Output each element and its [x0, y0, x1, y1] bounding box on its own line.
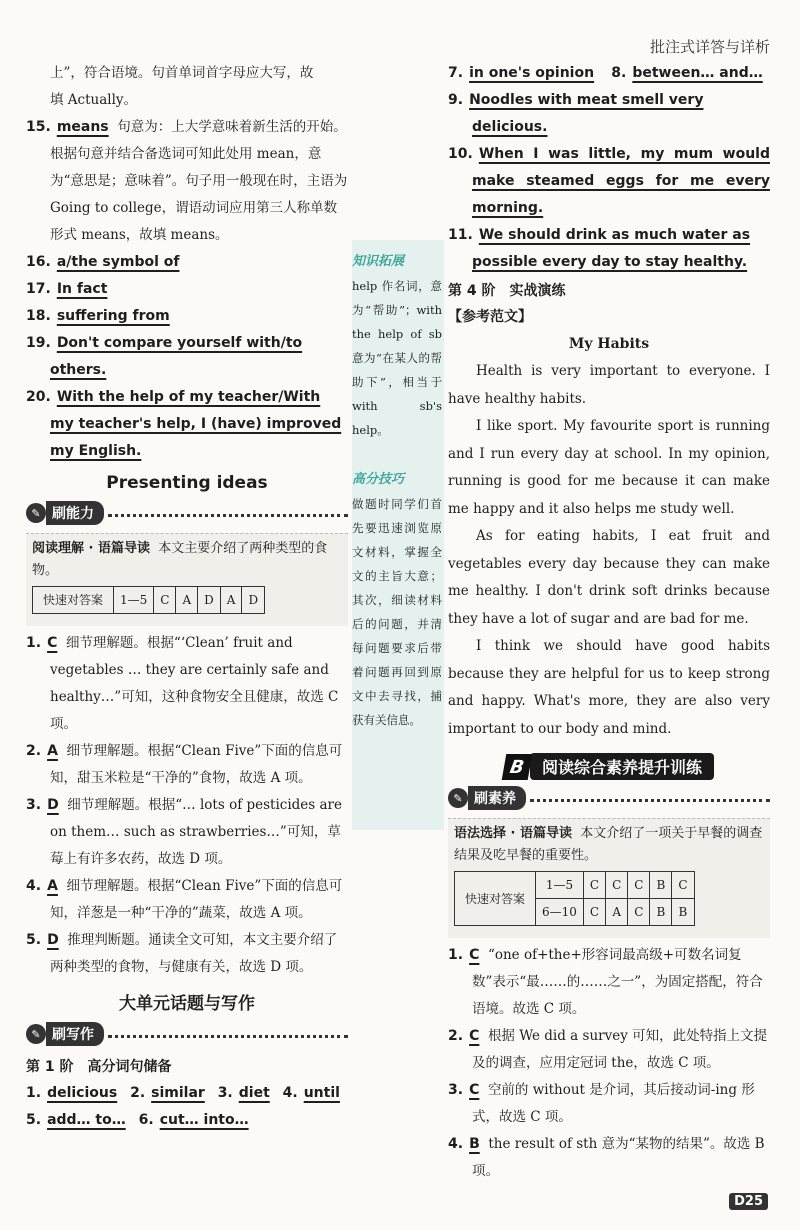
- answer-text: delicious: [47, 1085, 118, 1101]
- answer-text: In fact: [56, 281, 108, 297]
- explanation: 根据 We did a survey 可知，此处特指上文提及的调查，应用定冠词 the，故选 C 项。: [472, 1028, 768, 1071]
- page-header: 批注式详答与详析: [649, 38, 770, 56]
- essay-paragraph: I like sport. My favourite sport is running and I run every day at school. In my opinion, running is good for me because it can make me happy and it also helps me study well.: [448, 418, 770, 517]
- answer-20: [26, 384, 348, 465]
- answer-text: C: [47, 635, 58, 651]
- answer-text: B: [469, 1136, 480, 1152]
- badge-label: 刷能力: [46, 501, 104, 525]
- grammar-answer-2: [448, 1023, 770, 1077]
- answer-text: D: [47, 797, 59, 813]
- guide-tag: 语法选择 · 语篇导读: [454, 826, 572, 841]
- reading-answer-5: [26, 927, 348, 981]
- question-number: 5.: [26, 932, 42, 948]
- explanation: “one of+the+形容词最高级+可数名词复数”表示“最……的……之一”，为固定搭配，符合语境。故选 C 项。: [472, 947, 763, 1017]
- continued-line: 上”，符合语境。句首单词首字母应大写，故: [50, 65, 314, 81]
- dotted-divider: [108, 1030, 348, 1038]
- guide-tag: 阅读理解 · 语篇导读: [32, 541, 150, 556]
- essay-paragraph: Health is very important to everyone. I have healthy habits.: [448, 363, 770, 407]
- section-banner: [448, 753, 770, 780]
- answer-10: [448, 141, 770, 222]
- question-number: 17.: [26, 281, 51, 297]
- knowledge-note-title: 知识拓展: [352, 254, 405, 269]
- table-header: 快速对答案: [33, 587, 114, 614]
- explanation: the result of sth 意为“某物的结果”。故选 B 项。: [472, 1136, 765, 1179]
- answer-text: until: [303, 1085, 340, 1101]
- grammar-answer-4: [448, 1131, 770, 1185]
- dotted-divider: [108, 509, 348, 517]
- essay-paragraph: As for eating habits, I eat fruit and vegetables every day because they can make me healthy. I don't drink soft drinks because they have a lot of sugar and are bad for me.: [448, 528, 770, 627]
- question-number: 10.: [448, 146, 473, 162]
- question-number: 19.: [26, 335, 51, 351]
- explanation: 细节理解题。根据“Clean Five”下面的信息可知，甜玉米粒是“干净的”食物，故选 A 项。: [50, 743, 343, 786]
- reference-label: 【参考范文】: [448, 309, 532, 325]
- grammar-guide-box: [448, 818, 770, 938]
- answer-text: suffering from: [56, 308, 170, 324]
- question-number: 3.: [448, 1082, 464, 1098]
- section-title: 大单元话题与写作: [119, 994, 255, 1014]
- question-number: 9.: [448, 92, 464, 108]
- reading-answer-2: [26, 738, 348, 792]
- answer-text: between… and…: [632, 65, 763, 81]
- question-number: 15.: [26, 119, 51, 135]
- badge-label: 刷写作: [46, 1022, 104, 1046]
- table-cell: B: [650, 899, 672, 926]
- reading-answer-3: [26, 792, 348, 873]
- table-cell: D: [242, 587, 265, 614]
- question-number: 2.: [130, 1085, 146, 1101]
- answer-text: C: [469, 1082, 480, 1098]
- explanation: 空前的 without 是介词，其后接动词-ing 形式，故选 C 项。: [472, 1082, 755, 1125]
- question-number: 4.: [26, 878, 42, 894]
- answer-text: A: [47, 743, 58, 759]
- answer-18: [26, 303, 348, 330]
- answer-text: cut… into…: [159, 1112, 249, 1128]
- question-number: 4.: [282, 1085, 298, 1101]
- guide-text: 本文主要介绍了两种类型的食物。: [32, 541, 328, 578]
- question-number: 7.: [448, 65, 464, 81]
- right-column: [448, 60, 770, 1185]
- side-notes: [352, 250, 442, 732]
- table-cell: D: [198, 587, 221, 614]
- explanation: 细节理解题。根据“… lots of pesticides are on them… such as strawberries…”可知，草莓上有许多农药，故选 D 项。: [50, 797, 343, 867]
- question-number: 3.: [26, 797, 42, 813]
- essay-body: [448, 358, 770, 743]
- table-cell: C: [583, 899, 605, 926]
- question-number: 5.: [26, 1112, 42, 1128]
- section-title: Presenting ideas: [106, 473, 268, 493]
- answer-text: C: [469, 1028, 480, 1044]
- answer-text: When I was little, my mum would make steamed eggs for me every morning.: [472, 146, 770, 216]
- continued-line: 填 Actually。: [50, 92, 138, 108]
- table-cell: B: [650, 872, 672, 899]
- explanation: 句意为：上大学意味着新生活的开始。根据句意并结合备选词可知此处用 mean，意为“意思是；意味着”。句子用一般现在时，主语为 Going to college，谓语动词应用第三人称单数形式 means，故填 means。: [50, 119, 348, 243]
- answer-text: We should drink as much water as possible every day to stay healthy.: [472, 227, 751, 270]
- table-cell: A: [606, 899, 628, 926]
- answer-text: similar: [151, 1085, 205, 1101]
- table-range: 6—10: [536, 899, 584, 926]
- question-number: 1.: [26, 635, 42, 651]
- answer-text: A: [47, 878, 58, 894]
- left-column: [26, 60, 348, 1134]
- grammar-answer-1: [448, 942, 770, 1023]
- grammar-answer-3: [448, 1077, 770, 1131]
- table-cell: A: [176, 587, 198, 614]
- stage-title: 第 1 阶 高分词句储备: [26, 1059, 172, 1075]
- tip-note-text: 做题时同学们首先要迅速浏览原文材料，掌握全文的主旨大意；其次，细读材料后的问题，并清每问题要求后带着问题再回到原文中去寻找，捕获有关信息。: [352, 497, 442, 727]
- essay-paragraph: I think we should have good habits because they are helpful for us to keep strong and happy. What's more, they are also very important to our body and mind.: [448, 638, 770, 737]
- answer-text: Noodles with meat smell very delicious.: [469, 92, 704, 135]
- question-number: 4.: [448, 1136, 464, 1152]
- badge-writing: [26, 1022, 348, 1046]
- dotted-divider: [530, 794, 770, 802]
- words-row: [26, 1080, 348, 1107]
- answer-15: [26, 114, 348, 249]
- answer-7-8: [448, 60, 770, 87]
- answer-text: add… to…: [47, 1112, 126, 1128]
- answer-table: [454, 871, 695, 926]
- table-header: 快速对答案: [455, 872, 536, 926]
- answer-text: in one's opinion: [469, 65, 595, 81]
- question-number: 20.: [26, 389, 51, 405]
- answer-19: [26, 330, 348, 384]
- table-range: 1—5: [114, 587, 154, 614]
- table-cell: C: [154, 587, 176, 614]
- question-number: 6.: [138, 1112, 154, 1128]
- question-number: 16.: [26, 254, 51, 270]
- answer-text: D: [47, 932, 59, 948]
- question-number: 2.: [448, 1028, 464, 1044]
- table-cell: C: [628, 872, 650, 899]
- knowledge-note-text: help 作名词，意为“帮助”；with the help of sb 意为“在某人的帮助下”，相当于 with sb's help。: [352, 279, 442, 437]
- answer-16: [26, 249, 348, 276]
- banner-text: 阅读综合素养提升训练: [530, 753, 714, 780]
- answer-11: [448, 222, 770, 276]
- table-cell: C: [583, 872, 605, 899]
- question-number: 11.: [448, 227, 473, 243]
- answer-text: With the help of my teacher/With my teacher's help, I (have) improved my English.: [50, 389, 342, 459]
- question-number: 1.: [448, 947, 464, 963]
- tip-note-title: 高分技巧: [352, 472, 405, 487]
- stage-title: 第 4 阶 实战演练: [448, 283, 566, 299]
- reading-guide-box: [26, 533, 348, 626]
- pencil-icon: ✎: [448, 788, 468, 808]
- table-cell: A: [220, 587, 242, 614]
- badge-literacy: [448, 786, 770, 810]
- pencil-icon: ✎: [26, 503, 46, 523]
- reading-answer-4: [26, 873, 348, 927]
- explanation: 推理判断题。通读全文可知，本文主要介绍了两种类型的食物，与健康有关，故选 D 项。: [50, 932, 338, 975]
- question-number: 8.: [611, 65, 627, 81]
- answer-text: diet: [238, 1085, 270, 1101]
- answer-text: Don't compare yourself with/to others.: [50, 335, 303, 378]
- answer-text: C: [469, 947, 480, 963]
- page-number: D25: [729, 1193, 768, 1210]
- table-cell: C: [628, 899, 650, 926]
- guide-text: 本文介绍了一项关于早餐的调查结果及吃早餐的重要性。: [454, 826, 763, 863]
- badge-label: 刷素养: [468, 786, 526, 810]
- question-number: 3.: [217, 1085, 233, 1101]
- question-number: 2.: [26, 743, 42, 759]
- explanation: 细节理解题。根据“Clean Five”下面的信息可知，洋葱是一种“干净的”蔬菜，故选 A 项。: [50, 878, 343, 921]
- banner-letter: B: [502, 754, 533, 780]
- table-range: 1—5: [536, 872, 584, 899]
- answer-text: a/the symbol of: [56, 254, 180, 270]
- table-cell: C: [606, 872, 628, 899]
- badge-ability: [26, 501, 348, 525]
- table-cell: B: [672, 899, 694, 926]
- question-number: 18.: [26, 308, 51, 324]
- continued-text: [26, 60, 348, 114]
- pencil-icon: ✎: [26, 1024, 46, 1044]
- question-number: 1.: [26, 1085, 42, 1101]
- answer-text: means: [56, 119, 109, 135]
- table-cell: C: [672, 872, 694, 899]
- answer-17: [26, 276, 348, 303]
- reading-answer-1: [26, 630, 348, 738]
- answer-9: [448, 87, 770, 141]
- answer-table: [32, 586, 265, 614]
- essay-title: My Habits: [568, 336, 650, 352]
- words-row: [26, 1107, 348, 1134]
- explanation: 细节理解题。根据“‘Clean’ fruit and vegetables … they are certainly safe and healthy…”可知，这种食物安全且健康，故选 C 项。: [50, 635, 339, 732]
